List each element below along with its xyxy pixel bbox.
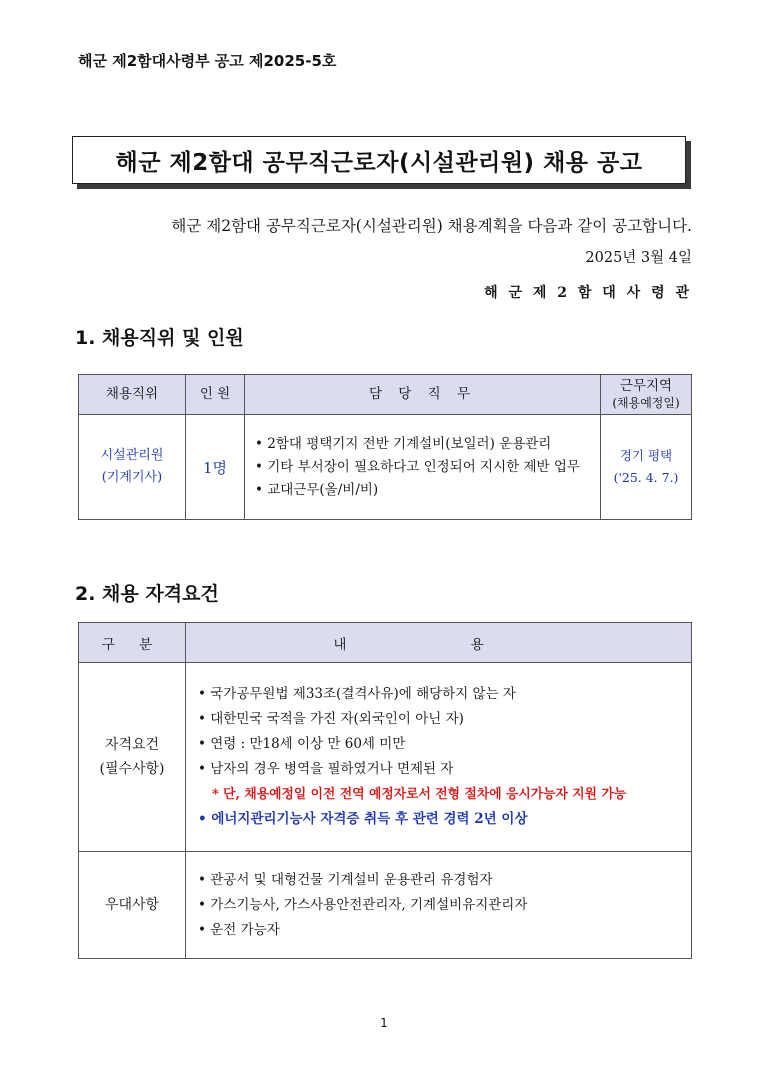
qualification-label-main: 자격요건 [104, 737, 160, 753]
announcement-date: 2025년 3월 4일 [585, 250, 692, 266]
qualification-highlight: • 에너지관리기능사 자격증 취득 후 관련 경력 2년 이상 [198, 811, 528, 827]
page-title: 해군 제2함대 공무직근로자(시설관리원) 채용 공고 [72, 136, 686, 184]
location: 경기 평택 [619, 448, 673, 463]
qualification-table-header [79, 623, 692, 663]
qualification-label-sub: (필수사항) [99, 761, 165, 777]
col-duties: 담 당 직 무 [245, 375, 601, 415]
qualification-table [78, 622, 692, 959]
preference-item: • 운전 가능자 [198, 921, 280, 938]
notice-number: 해군 제2함대사령부 공고 제2025-5호 [78, 52, 337, 70]
col-position: 채용직위 [79, 375, 186, 415]
position-subtitle: (기계기사) [101, 470, 163, 485]
col-location [601, 375, 692, 415]
qualification-item: • 남자의 경우 병역을 필하였거나 면제된 자 [198, 761, 454, 777]
duty-item: • 2함대 평택기지 전반 기계설비(보일러) 운용관리 [255, 435, 552, 452]
table-row [79, 663, 692, 852]
qualification-content [186, 663, 692, 852]
qualification-item: • 연령 : 만18세 이상 만 60세 미만 [198, 736, 406, 752]
duty-item: • 기타 부서장이 필요하다고 인정되어 지시한 제반 업무 [255, 458, 580, 475]
qualification-item: • 대한민국 국적을 가진 자(외국인이 아닌 자) [198, 711, 464, 727]
count-cell: 1명 [186, 415, 245, 520]
table-row [79, 415, 692, 520]
location-cell [601, 415, 692, 520]
signer: 해 군 제 2 함 대 사 령 관 [484, 285, 692, 301]
preference-item: • 관공서 및 대형건물 기계설비 운용관리 유경험자 [198, 871, 493, 888]
position-cell [79, 415, 186, 520]
section2-heading: 2. 채용 자격요건 [75, 583, 219, 605]
col-location-label: 근무지역 [619, 377, 673, 394]
position-table [78, 374, 692, 520]
intro-text: 해군 제2함대 공무직근로자(시설관리원) 채용계획을 다음과 같이 공고합니다. [171, 217, 692, 235]
section1-heading: 1. 채용직위 및 인원 [75, 327, 244, 349]
page-number: 1 [380, 1016, 388, 1030]
qualification-note: * 단, 채용예정일 이전 전역 예정자로서 전형 절차에 응시가능자 지원 가능 [212, 787, 627, 802]
position-table-header [79, 375, 692, 415]
col-start-date-label: (채용예정일) [612, 395, 680, 410]
start-date: ('25. 4. 7.) [613, 470, 679, 485]
duty-item: • 교대근무(올/비/비) [255, 481, 379, 498]
col-category: 구 분 [79, 623, 186, 663]
preference-content [186, 852, 692, 959]
preference-item: • 가스기능사, 가스사용안전관리자, 기계설비유지관리자 [198, 896, 528, 913]
qualification-label [79, 663, 186, 852]
position-name: 시설관리원 [100, 448, 164, 463]
col-content: 내 용 [186, 623, 692, 663]
table-row [79, 852, 692, 959]
preference-label: 우대사항 [79, 852, 186, 959]
duties-cell [245, 415, 601, 520]
col-count: 인 원 [186, 375, 245, 415]
qualification-item: • 국가공무원법 제33조(결격사유)에 해당하지 않는 자 [198, 686, 516, 702]
